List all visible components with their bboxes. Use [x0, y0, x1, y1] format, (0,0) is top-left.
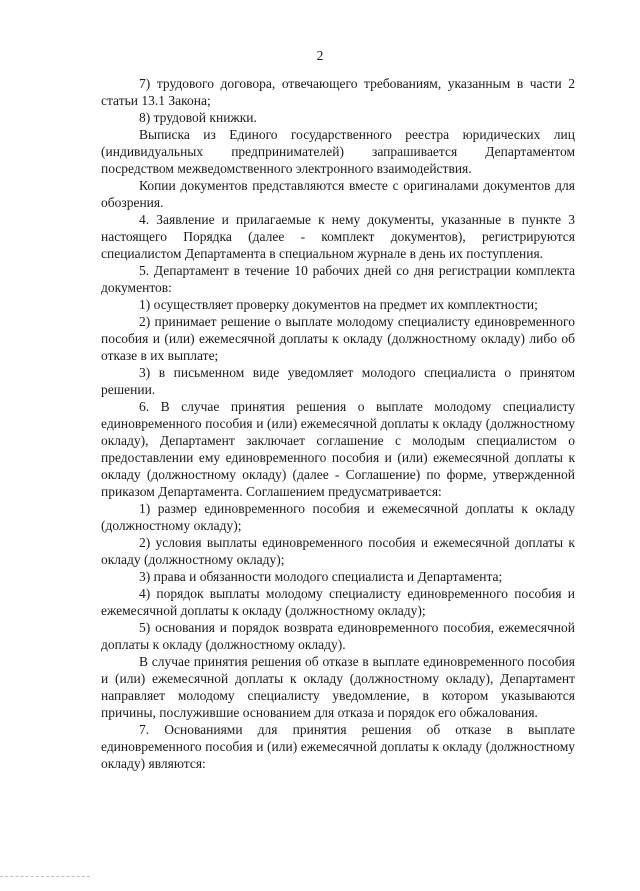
paragraph: Копии документов представляются вместе с оригиналами документов для обозрения.: [101, 178, 575, 210]
document-body: [101, 75, 575, 772]
paragraph: 7) трудового договора, отвечающего требованиям, указанным в части 2 статьи 13.1 Закона;: [101, 76, 575, 108]
paragraph: 6. В случае принятия решения о выплате молодому специалисту единовременного пособия и (или) ежемесячной доплаты к окладу (должностному окладу), Департамент заключает соглашение с молодым специалистом о предоставлении ему единовременного пособия и (или) ежемесячной доплаты к окладу (должностному окладу) (далее - Соглашение) по форме, утвержденной приказом Департамента. Соглашением предусматривается:: [101, 399, 575, 499]
paragraph: 1) осуществляет проверку документов на предмет их комплектности;: [139, 297, 538, 312]
footer-divider: [0, 876, 90, 877]
paragraph: В случае принятия решения об отказе в выплате единовременного пособия и (или) ежемесячной доплаты к окладу (должностному окладу), Департамент направляет молодому специалисту уведомление, в котором указываются причины, послужившие основанием для отказа и порядок его обжалования.: [101, 654, 575, 720]
paragraph: 2) принимает решение о выплате молодому специалисту единовременного пособия и (или) ежемесячной доплаты к окладу (должностному окладу) либо об отказе в их выплате;: [101, 314, 575, 363]
paragraph: 3) права и обязанности молодого специалиста и Департамента;: [139, 569, 503, 584]
paragraph: Выписка из Единого государственного реестра юридических лиц (индивидуальных предпринимателей) запрашивается Департаментом посредством межведомственного электронного взаимодействия.: [101, 127, 575, 176]
paragraph: 3) в письменном виде уведомляет молодого специалиста о принятом решении.: [101, 365, 575, 397]
paragraph: 5) основания и порядок возврата единовременного пособия, ежемесячной доплаты к окладу (должностному окладу).: [101, 620, 575, 652]
paragraph: 8) трудовой книжки.: [139, 110, 257, 125]
page-number: 2: [316, 48, 324, 63]
paragraph: 2) условия выплаты единовременного пособия и ежемесячной доплаты к окладу (должностному окладу);: [101, 535, 575, 567]
paragraph: 4) порядок выплаты молодому специалисту единовременного пособия и ежемесячной доплаты к окладу (должностному окладу);: [101, 586, 575, 618]
paragraph: 1) размер единовременного пособия и ежемесячной доплаты к окладу (должностному окладу);: [101, 501, 575, 533]
paragraph: 7. Основаниями для принятия решения об отказе в выплате единовременного пособия и (или) ежемесячной доплаты к окладу (должностному окладу) являются:: [101, 722, 575, 771]
paragraph: 4. Заявление и прилагаемые к нему документы, указанные в пункте 3 настоящего Порядка (далее - комплект документов), регистрируются специалистом Департамента в специальном журнале в день их поступления.: [101, 212, 575, 261]
paragraph: 5. Департамент в течение 10 рабочих дней со дня регистрации комплекта документов:: [101, 263, 575, 295]
